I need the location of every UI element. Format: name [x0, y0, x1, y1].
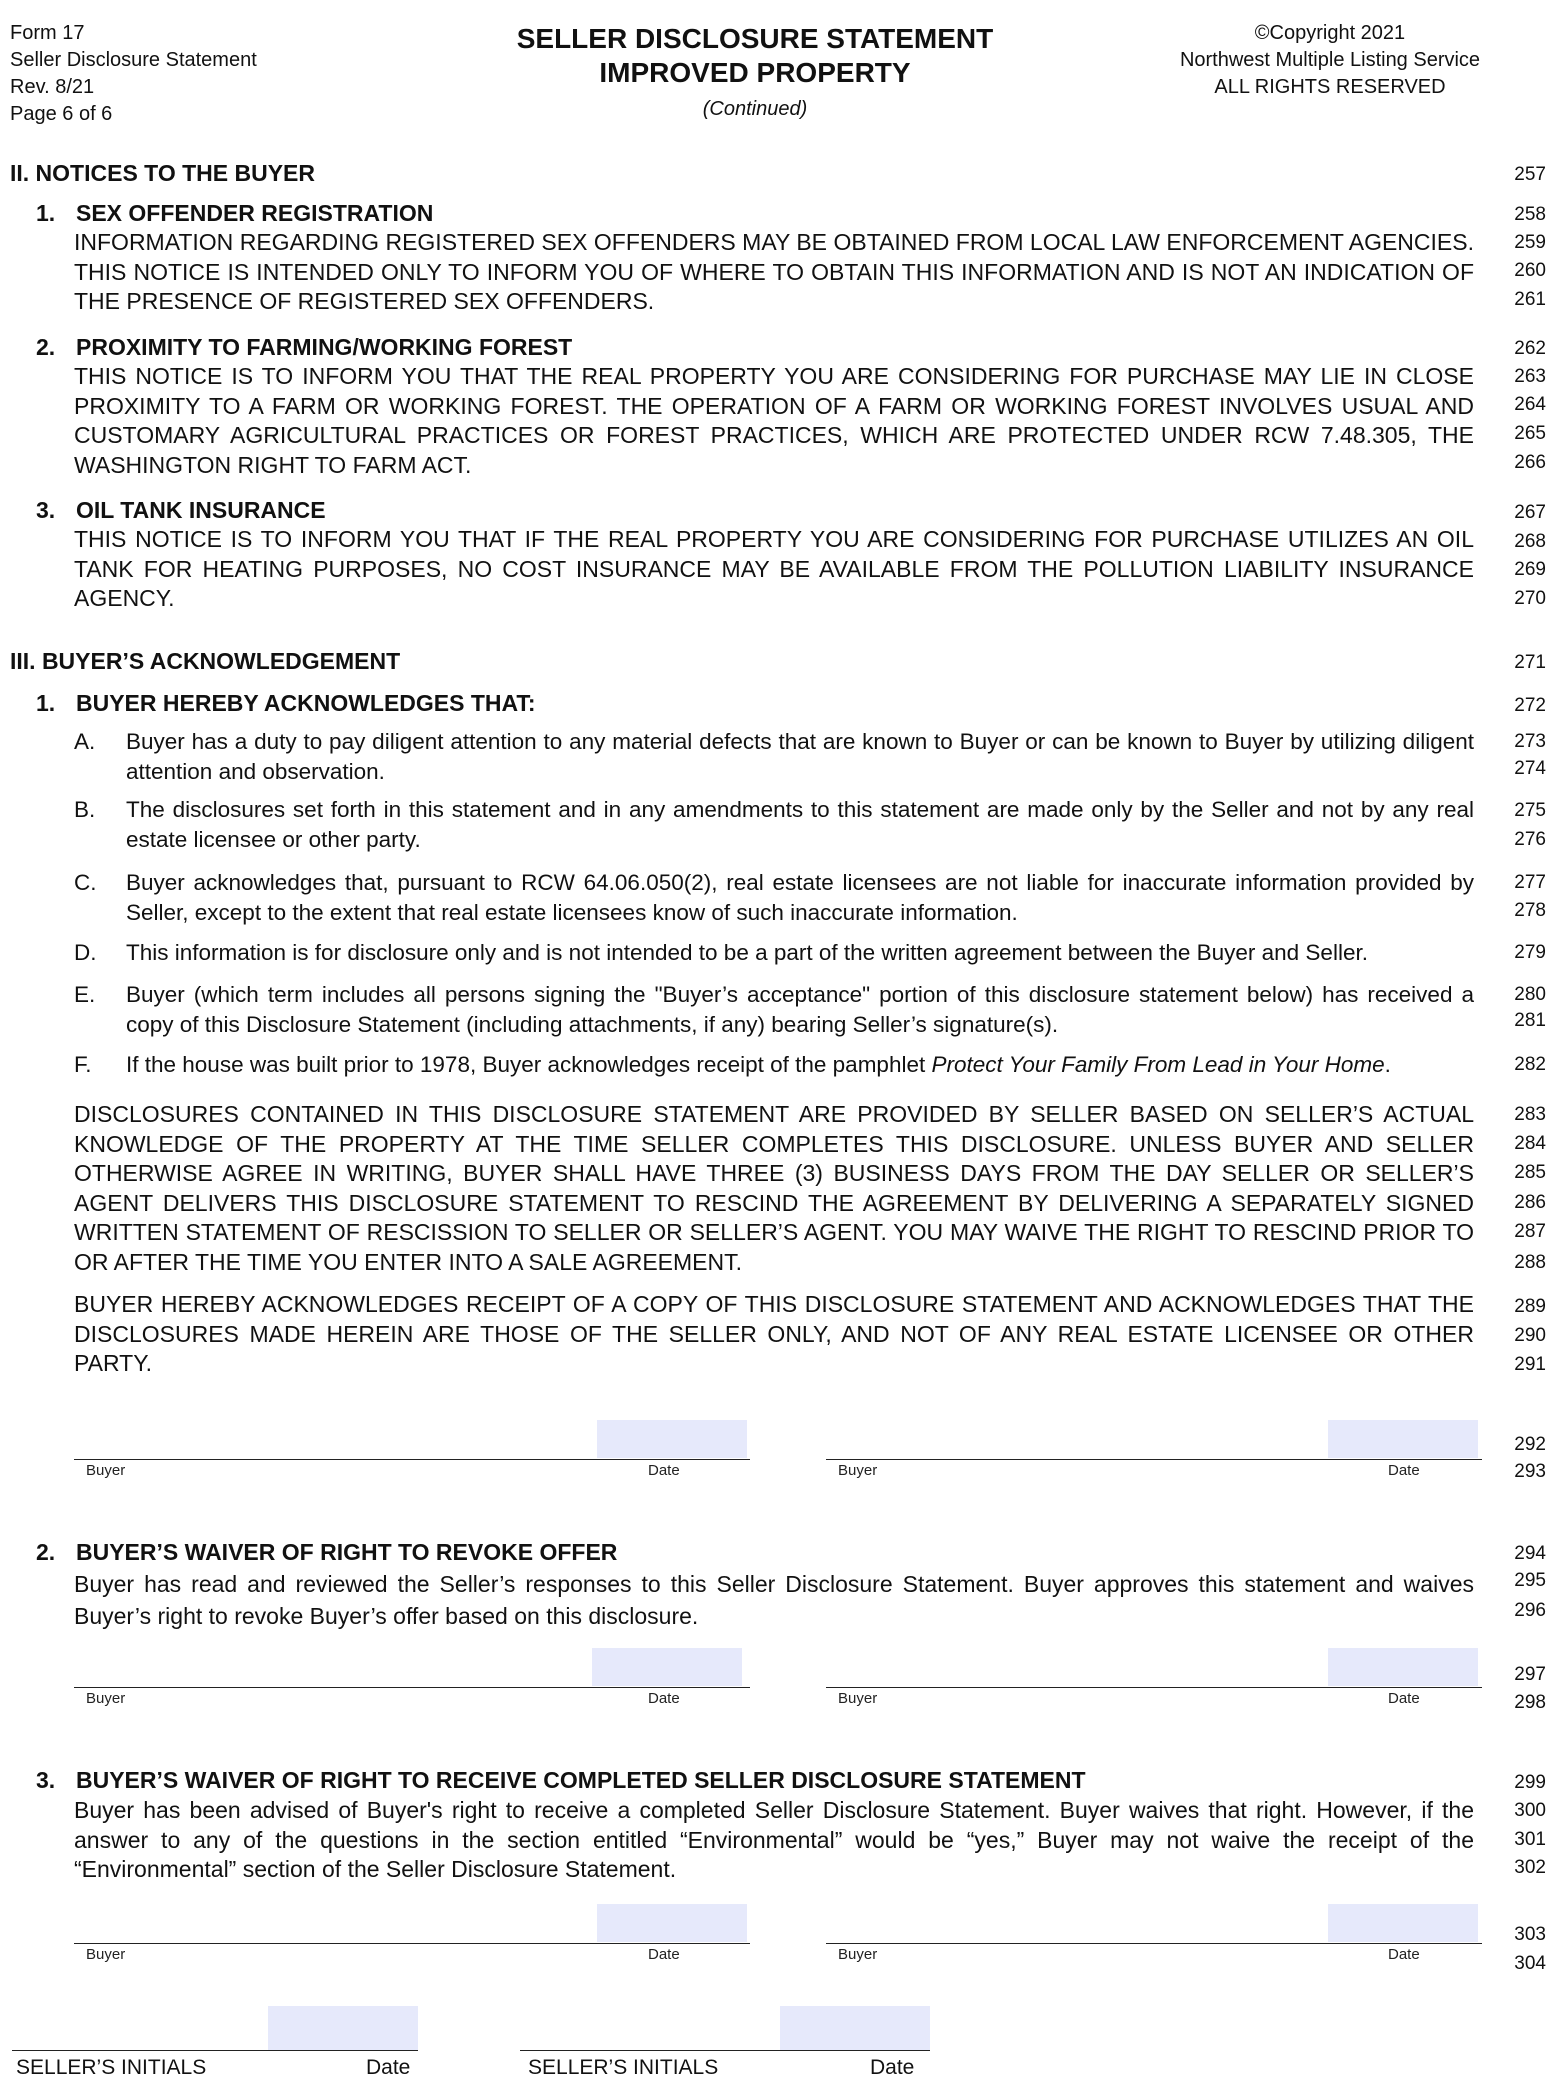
waiver-receive-number: 3.	[36, 1767, 56, 1793]
notice-1-text: INFORMATION REGARDING REGISTERED SEX OFFENDERS MAY BE OBTAINED FROM LOCAL LAW ENFORCEMENT AGENCIES. THIS NOTICE IS INTENDED ONLY TO INFORM YOU OF WHERE TO OBTAIN THIS INFORMATION AND IS NOT AN INDICATION OF THE PRESENCE OF REGISTERED SEX OFFENDERS.	[74, 229, 1474, 314]
section-notices-title: II. NOTICES TO THE BUYER	[10, 160, 315, 186]
buyer-1-date-field[interactable]	[592, 1648, 742, 1686]
line-number: 291	[1514, 1354, 1546, 1375]
buyer-2-date-field[interactable]	[1328, 1904, 1478, 1942]
ack-item-e	[74, 980, 1474, 1039]
line-number: 281	[1514, 1010, 1546, 1031]
notice-3-title: OIL TANK INSURANCE	[76, 497, 326, 523]
line-number: 302	[1514, 1857, 1546, 1878]
ack-item-c-letter: C.	[74, 870, 97, 895]
title-line-1: SELLER DISCLOSURE STATEMENT	[516, 23, 994, 54]
line-number: 278	[1514, 900, 1546, 921]
ack-item-b-letter: B.	[74, 797, 96, 822]
line-number: 257	[1514, 164, 1546, 185]
ack-item-b-text: The disclosures set forth in this statement and in any amendments to this statement are made only by the Seller and not by any real estate licensee or other party.	[126, 797, 1474, 852]
line-number: 287	[1514, 1221, 1546, 1242]
buyer-2-label: Buyer	[838, 1946, 878, 1963]
buyer-1-date-label: Date	[648, 1946, 680, 1963]
buyer-1-signature-line[interactable]	[74, 1943, 750, 1944]
title-line-2: IMPROVED PROPERTY	[599, 57, 911, 88]
line-number: 266	[1514, 452, 1546, 473]
line-number: 276	[1514, 829, 1546, 850]
rights-reserved: ALL RIGHTS RESERVED	[1214, 76, 1446, 98]
waiver-revoke-title: BUYER’S WAIVER OF RIGHT TO REVOKE OFFER	[76, 1539, 618, 1565]
seller-1-initials-line[interactable]	[12, 2050, 418, 2051]
buyer-2-label: Buyer	[838, 1690, 878, 1707]
line-number: 298	[1514, 1692, 1546, 1713]
buyer-1-date-field[interactable]	[597, 1904, 747, 1942]
buyer-2-signature-line[interactable]	[826, 1687, 1482, 1688]
line-number: 258	[1514, 204, 1546, 225]
ack-1-title: BUYER HEREBY ACKNOWLEDGES THAT:	[76, 690, 536, 716]
line-number: 265	[1514, 423, 1546, 444]
line-number: 260	[1514, 260, 1546, 281]
line-number: 282	[1514, 1054, 1546, 1075]
copyright-owner: Northwest Multiple Listing Service	[1179, 49, 1481, 71]
pamphlet-title: Protect Your Family From Lead in Your Home	[931, 1052, 1385, 1077]
line-number: 267	[1514, 502, 1546, 523]
ack-item-f-text-start: If the house was built prior to 1978, Buyer acknowledges receipt of the pamphlet	[126, 1052, 932, 1077]
line-number: 290	[1514, 1325, 1546, 1346]
buyer-1-label: Buyer	[86, 1946, 126, 1963]
notice-2-title: PROXIMITY TO FARMING/WORKING FOREST	[76, 334, 573, 360]
section-acknowledgement-title: III. BUYER’S ACKNOWLEDGEMENT	[10, 648, 401, 674]
ack-item-d-letter: D.	[74, 940, 97, 965]
line-number: 294	[1514, 1543, 1546, 1564]
waiver-revoke-number: 2.	[36, 1539, 56, 1565]
line-number: 279	[1514, 942, 1546, 963]
line-number: 285	[1514, 1162, 1546, 1183]
copyright-year: ©Copyright 2021	[1254, 22, 1406, 44]
ack-item-f-text	[126, 1050, 1474, 1080]
seller-1-date-label: Date	[366, 2056, 411, 2079]
page-number: Page 6 of 6	[10, 103, 113, 125]
ack-item-d	[74, 938, 1474, 968]
form-revision: Rev. 8/21	[10, 76, 95, 98]
notice-1-number: 1.	[36, 200, 56, 226]
buyer-1-signature-line[interactable]	[74, 1687, 750, 1688]
copyright-block	[1100, 20, 1558, 101]
buyer-2-date-field[interactable]	[1328, 1648, 1478, 1686]
ack-item-a-text: Buyer has a duty to pay diligent attention to any material defects that are known to Buyer or can be known to Buyer by utilizing diligent attention and observation.	[126, 729, 1474, 784]
seller-2-initials-label: SELLER’S INITIALS	[528, 2056, 719, 2079]
line-number: 293	[1514, 1461, 1546, 1482]
line-number: 274	[1514, 758, 1546, 779]
buyer-1-date-field[interactable]	[597, 1420, 747, 1458]
notice-2-number: 2.	[36, 334, 56, 360]
seller-2-initials-line[interactable]	[520, 2050, 930, 2051]
seller-2-date-field[interactable]	[780, 2006, 930, 2050]
line-number: 299	[1514, 1772, 1546, 1793]
form-number: Form 17	[10, 22, 85, 44]
line-number: 262	[1514, 338, 1546, 359]
buyer-2-date-field[interactable]	[1328, 1420, 1478, 1458]
buyer-1-date-label: Date	[648, 1462, 680, 1479]
line-number: 288	[1514, 1252, 1546, 1273]
line-number: 292	[1514, 1434, 1546, 1455]
notice-3-heading	[36, 497, 326, 524]
notice-2-text: THIS NOTICE IS TO INFORM YOU THAT THE REAL PROPERTY YOU ARE CONSIDERING FOR PURCHASE MAY LIE IN CLOSE PROXIMITY TO A FARM OR WORKING FOREST. THE OPERATION OF A FARM OR WORKING FOREST INVOLVES USUAL AND CUSTOMARY AGRICULTURAL PRACTICES OR FOREST PRACTICES, WHICH ARE PROTECTED UNDER RCW 7.48.305, THE WASHINGTON RIGHT TO FARM ACT.	[74, 363, 1474, 478]
buyer-1-date-label: Date	[648, 1690, 680, 1707]
line-number: 300	[1514, 1800, 1546, 1821]
line-number: 275	[1514, 800, 1546, 821]
line-number: 289	[1514, 1296, 1546, 1317]
ack-item-a	[74, 727, 1474, 786]
line-number: 263	[1514, 366, 1546, 387]
line-number: 284	[1514, 1133, 1546, 1154]
notice-1-title: SEX OFFENDER REGISTRATION	[76, 200, 434, 226]
seller-1-date-field[interactable]	[268, 2006, 418, 2050]
line-number: 268	[1514, 531, 1546, 552]
notice-2-heading	[36, 334, 572, 361]
ack-item-f	[74, 1050, 1474, 1080]
ack-item-d-text: This information is for disclosure only and is not intended to be a part of the written agreement between the Buyer and Seller.	[126, 940, 1368, 965]
buyer-1-label: Buyer	[86, 1462, 126, 1479]
seller-1-initials-label: SELLER’S INITIALS	[16, 2056, 207, 2079]
line-number: 277	[1514, 872, 1546, 893]
line-number: 264	[1514, 394, 1546, 415]
line-number: 296	[1514, 1600, 1546, 1621]
line-number: 304	[1514, 1953, 1546, 1974]
continued-label: (Continued)	[702, 98, 808, 120]
line-number: 301	[1514, 1829, 1546, 1850]
buyer-2-date-label: Date	[1388, 1462, 1420, 1479]
rescission-notice: DISCLOSURES CONTAINED IN THIS DISCLOSURE STATEMENT ARE PROVIDED BY SELLER BASED ON SELLER’S ACTUAL KNOWLEDGE OF THE PROPERTY AT THE TIME SELLER COMPLETES THIS DISCLOSURE. UNLESS BUYER AND SELLER OTHERWISE AGREE IN WRITING, BUYER SHALL HAVE THREE (3) BUSINESS DAYS FROM THE DAY SELLER OR SELLER’S AGENT DELIVERS THIS DISCLOSURE STATEMENT TO RESCIND THE AGREEMENT BY DELIVERING A SEPARATELY SIGNED WRITTEN STATEMENT OF RESCISSION TO SELLER OR SELLER’S AGENT. YOU MAY WAIVE THE RIGHT TO RESCIND PRIOR TO OR AFTER THE TIME YOU ENTER INTO A SALE AGREEMENT.	[74, 1101, 1474, 1275]
buyer-2-label: Buyer	[838, 1462, 878, 1479]
ack-item-e-letter: E.	[74, 982, 96, 1007]
buyer-1-label: Buyer	[86, 1690, 126, 1707]
ack-item-b	[74, 795, 1474, 854]
notice-3-text: THIS NOTICE IS TO INFORM YOU THAT IF THE REAL PROPERTY YOU ARE CONSIDERING FOR PURCHASE UTILIZES AN OIL TANK FOR HEATING PURPOSES, NO COST INSURANCE MAY BE AVAILABLE FROM THE POLLUTION LIABILITY INSURANCE AGENCY.	[74, 526, 1474, 611]
waiver-revoke-heading	[36, 1539, 617, 1566]
notice-3-number: 3.	[36, 497, 56, 523]
line-number: 261	[1514, 289, 1546, 310]
buyer-2-date-label: Date	[1388, 1946, 1420, 1963]
ack-item-c	[74, 868, 1474, 927]
buyer-1-signature-line[interactable]	[74, 1459, 750, 1460]
ack-item-f-text-end: .	[1384, 1052, 1391, 1077]
line-number: 286	[1514, 1192, 1546, 1213]
waiver-receive-title: BUYER’S WAIVER OF RIGHT TO RECEIVE COMPLETED SELLER DISCLOSURE STATEMENT	[76, 1767, 1086, 1793]
line-number: 303	[1514, 1924, 1546, 1945]
buyer-2-signature-line[interactable]	[826, 1459, 1482, 1460]
ack-1-heading	[36, 690, 536, 717]
ack-1-number: 1.	[36, 690, 56, 716]
buyer-2-date-label: Date	[1388, 1690, 1420, 1707]
line-number: 283	[1514, 1104, 1546, 1125]
line-number: 259	[1514, 232, 1546, 253]
ack-item-a-letter: A.	[74, 729, 96, 754]
line-number: 269	[1514, 559, 1546, 580]
notice-1-heading	[36, 200, 433, 227]
receipt-acknowledgement: BUYER HEREBY ACKNOWLEDGES RECEIPT OF A COPY OF THIS DISCLOSURE STATEMENT AND ACKNOWLEDGES THAT THE DISCLOSURES MADE HEREIN ARE THOSE OF THE SELLER ONLY, AND NOT OF ANY REAL ESTATE LICENSEE OR OTHER PARTY.	[74, 1291, 1474, 1376]
waiver-receive-heading	[36, 1767, 1086, 1794]
line-number: 297	[1514, 1664, 1546, 1685]
seller-2-date-label: Date	[870, 2056, 915, 2079]
waiver-revoke-text: Buyer has read and reviewed the Seller’s responses to this Seller Disclosure Statement. Buyer approves this statement and waives Buyer’s right to revoke Buyer’s offer based on this disclosure.	[74, 1571, 1474, 1629]
form-name: Seller Disclosure Statement	[10, 49, 257, 71]
line-number: 280	[1514, 984, 1546, 1005]
ack-item-c-text: Buyer acknowledges that, pursuant to RCW 64.06.050(2), real estate licensees are not liable for inaccurate information provided by Seller, except to the extent that real estate licensees know of such inaccurate information.	[126, 870, 1474, 925]
waiver-receive-text: Buyer has been advised of Buyer's right to receive a completed Seller Disclosure Statement. Buyer waives that right. However, if the answer to any of the questions in the section entitled “Environmental” would be “yes,” Buyer may not waive the receipt of the “Environmental” section of the Seller Disclosure Statement.	[74, 1797, 1474, 1882]
line-number: 272	[1514, 695, 1546, 716]
buyer-2-signature-line[interactable]	[826, 1943, 1482, 1944]
line-number: 273	[1514, 731, 1546, 752]
line-number: 270	[1514, 588, 1546, 609]
line-number: 295	[1514, 1570, 1546, 1591]
line-number: 271	[1514, 652, 1546, 673]
ack-item-f-letter: F.	[74, 1052, 92, 1077]
ack-item-e-text: Buyer (which term includes all persons signing the "Buyer’s acceptance" portion of this disclosure statement below) has received a copy of this Disclosure Statement (including attachments, if any) bearing Seller’s signature(s).	[126, 982, 1474, 1037]
